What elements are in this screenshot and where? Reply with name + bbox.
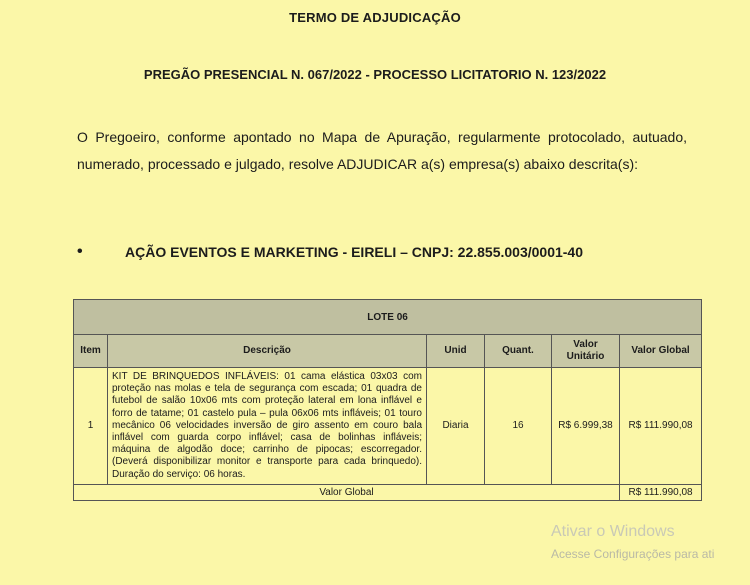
cell-global-value: R$ 111.990,08: [620, 368, 702, 485]
bullet-icon: •: [77, 243, 83, 260]
total-label: Valor Global: [74, 484, 620, 500]
table-row: [74, 368, 702, 485]
lot-header-row: [74, 300, 702, 335]
column-header-row: [74, 335, 702, 368]
total-value: R$ 111.990,08: [620, 484, 702, 500]
lot-title: LOTE 06: [74, 300, 702, 335]
document-subtitle: PREGÃO PRESENCIAL N. 067/2022 - PROCESSO LICITATORIO N. 123/2022: [143, 67, 607, 82]
cell-description: KIT DE BRINQUEDOS INFLÁVEIS: 01 cama elástica 03x03 com proteção nas molas e tela de segurança com escada; 01 quadra de futebol de salão 10x06 mts com proteção lateral em lona inflável e forro de tatame; 01 castelo pula – pula 06x06 mts infláveis; 01 touro mecânico 06 velocidades inversão de giro assento em couro bala inflável com guarda corpo inflável; casa de bolinhas infláveis; máquina de algodão doce; carrinho de pipocas; escorregador. (Deverá disponibilizar monitor e transporte para cada brinquedo). Duração do serviço: 06 horas.: [108, 368, 427, 485]
total-row: [74, 484, 702, 500]
lot-table: [73, 299, 702, 501]
cell-item: 1: [74, 368, 108, 485]
adjudication-paragraph: O Pregoeiro, conforme apontado no Mapa de Apuração, regularmente protocolado, autuado, numerado, processado e julgado, resolve ADJUDICAR a(s) empresa(s) abaixo descrita(s):: [77, 129, 687, 172]
company-line: [77, 243, 583, 261]
company-name: AÇÃO EVENTOS E MARKETING - EIRELI – CNPJ: 22.855.003/0001-40: [125, 244, 584, 260]
document-title: TERMO DE ADJUDICAÇÃO: [289, 10, 461, 25]
header-unit-value: Valor Unitário: [552, 335, 620, 368]
cell-unit-value: R$ 6.999,38: [552, 368, 620, 485]
header-unit: Unid: [427, 335, 485, 368]
activation-watermark-subtitle[interactable]: Acesse Configurações para ati: [551, 547, 715, 561]
cell-quantity: 16: [485, 368, 552, 485]
header-item: Item: [74, 335, 108, 368]
activation-watermark-title: Ativar o Windows: [551, 523, 675, 540]
header-quantity: Quant.: [485, 335, 552, 368]
header-global-value: Valor Global: [620, 335, 702, 368]
header-description: Descrição: [108, 335, 427, 368]
cell-unit: Diaria: [427, 368, 485, 485]
